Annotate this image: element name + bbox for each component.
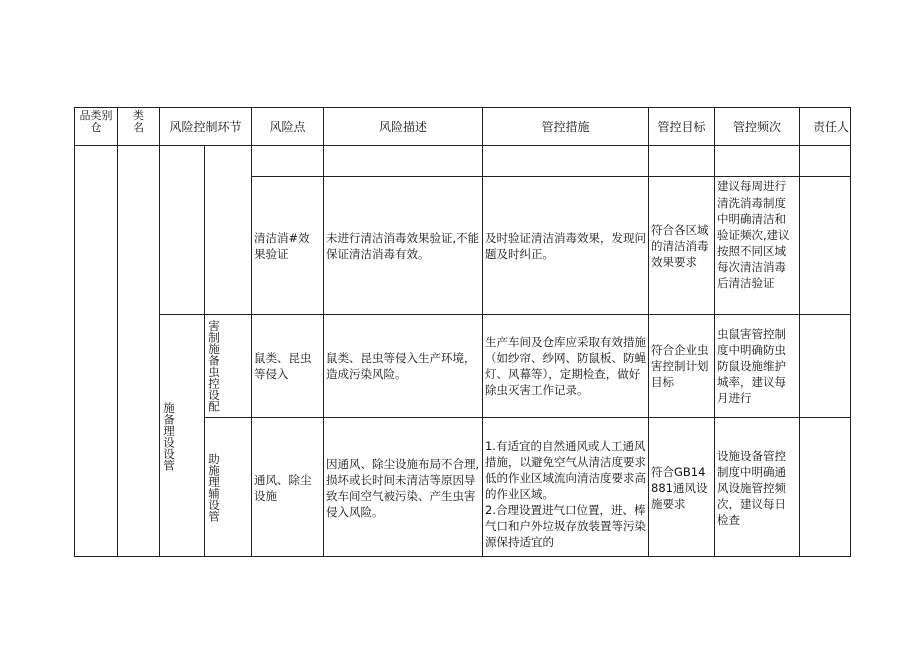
row1-point-text: 清洁消#效果验证 — [254, 230, 310, 261]
row3-point-text: 通风、除尘设施 — [254, 472, 312, 503]
row3-point — [251, 417, 323, 557]
row0-goal — [648, 145, 714, 176]
header-risk-desc: 风险描述 — [378, 119, 427, 134]
row3-measure — [482, 417, 648, 557]
header-risk-point: 风险点 — [269, 119, 306, 134]
row1-frequency-text: 清洗消毒制度中明确清洁和验证频次,建议按照不同区域每次清洁消毒后清洁验证 — [717, 196, 790, 290]
header-type: 类名 — [133, 109, 144, 134]
row0-frequency-text: 建议每周进行 — [717, 179, 786, 193]
header-category: 品类别仓 — [79, 109, 113, 134]
row3-desc — [323, 417, 482, 557]
row2-goal — [648, 314, 714, 417]
row3-goal — [648, 417, 714, 557]
header-frequency: 管控频次 — [732, 119, 781, 134]
row0-frequency — [714, 145, 799, 193]
header-type-cell — [117, 107, 159, 145]
row0-measure — [482, 145, 648, 176]
row3-measure-text: 1.有适宜的自然通风或人工通风措施，以避免空气从清洁度要求低的作业区域流向清洁度要求高的作业区域。 2.合理设置进气口位置，进、棒气口和户外垃圾存放装置等污染源保持适宜的 — [485, 439, 646, 549]
type-cell — [117, 145, 159, 557]
control-group-cell — [159, 314, 204, 557]
row1-measure — [482, 176, 648, 314]
header-control-link: 风险控制环节 — [169, 119, 242, 134]
row3-frequency-text: 设施设备管控制度中明确通风设施管控频次，建议每日检查 — [717, 448, 786, 527]
control-group-label: 施备理设设管 — [162, 401, 176, 471]
row1-goal-text: 符合各区域的清洁消毒效果要求 — [651, 222, 709, 269]
row2-owner — [799, 314, 851, 417]
row2-frequency — [714, 314, 799, 417]
row3-frequency — [714, 417, 799, 557]
row2-goal-text: 符合企业虫害控制计划目标 — [651, 343, 709, 389]
row0-point — [251, 145, 323, 176]
row2-sub-text: 害制施备虫控设配 — [207, 320, 221, 412]
row0-owner — [799, 145, 851, 176]
header-frequency-cell — [714, 107, 799, 145]
row2-sub — [204, 314, 251, 417]
row2-desc — [323, 314, 482, 417]
row0-sub — [204, 145, 251, 314]
header-control-link-cell — [159, 107, 251, 145]
row3-sub-text: 助施理辅设管 — [207, 453, 221, 522]
row3-sub — [204, 417, 251, 557]
row1-point — [251, 176, 323, 314]
row1-frequency — [714, 176, 799, 314]
row0-desc — [323, 145, 482, 176]
row1-measure-text: 及时验证清洁消毒效果，发现问题及时纠正。 — [485, 230, 646, 261]
header-owner: 责任人 — [812, 119, 849, 134]
header-risk-desc-cell — [323, 107, 482, 145]
row2-measure — [482, 314, 648, 417]
header-goal-cell — [648, 107, 714, 145]
category-cell — [74, 145, 117, 557]
row1-desc-text: 未进行清洁消毒效果验证,不能保证清洁消毒有效。 — [326, 230, 480, 261]
header-category-cell — [74, 107, 117, 145]
row2-frequency-text: 虫鼠害管控制度中明确防虫防鼠设施维护城率，建议每月进行 — [717, 327, 786, 405]
row1-desc — [323, 176, 482, 314]
row3-desc-text: 因通风、除尘设施布局不合理,损坏或长时间未清洁等原因导致车间空气被污染、产生虫害侵入风险。 — [326, 456, 480, 519]
row3-goal-text: 符合GB14881通风设施要求 — [651, 464, 708, 511]
row1-owner — [799, 176, 851, 314]
header-measure: 管控措施 — [541, 119, 590, 134]
row1-goal — [648, 176, 714, 314]
row2-desc-text: 鼠类、昆虫等侵入生产环境，造成污染风险。 — [326, 351, 476, 381]
header-measure-cell — [482, 107, 648, 145]
header-owner-cell — [799, 107, 851, 145]
header-risk-point-cell — [251, 107, 323, 145]
row3-owner — [799, 417, 851, 557]
header-goal: 管控目标 — [657, 119, 706, 134]
control-group-top-cell — [159, 145, 204, 314]
row2-measure-text: 生产车间及仓库应采取有效措施（如纱帘、纱网、防鼠板、防蝇灯、风幕等），定期检查，做好除虫灭害工作记录。 — [485, 335, 646, 397]
row2-point — [251, 314, 323, 417]
row2-point-text: 鼠类、昆虫等侵入 — [254, 351, 312, 381]
